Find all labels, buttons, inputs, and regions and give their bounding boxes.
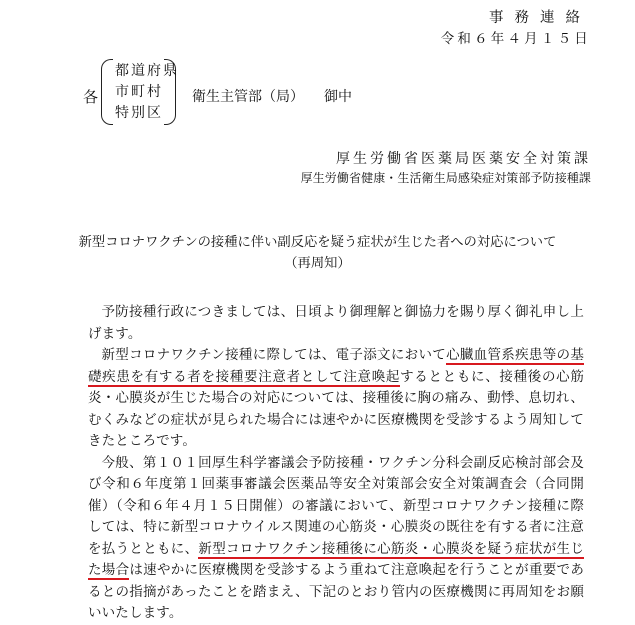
- paragraph-1: 予防接種行政につきましては、日頃より御理解と御協力を賜り厚く御礼申し上げます。: [88, 304, 584, 342]
- document-date: 令和６年４月１５日: [440, 31, 591, 47]
- left-bracket: [101, 59, 113, 125]
- paragraph-3-text-b: は速やかに医療機関を受診するよう重ねて注意喚起を行うことが重要であるとの指摘があったことを踏まえ、下記のとおり管内の医療機関に再周知をお願いいたします。: [88, 562, 584, 621]
- recipient-special-ward: 特別区: [115, 105, 163, 121]
- addressee-prefix: 各: [83, 88, 99, 106]
- sender-line-1: 厚生労働省医薬局医薬安全対策課: [336, 151, 591, 167]
- department-name: 衛生主管部（局）: [192, 89, 304, 105]
- sender-line-2: 厚生労働省健康・生活衛生局感染症対策部予防接種課: [300, 171, 591, 185]
- honorific: 御中: [324, 89, 352, 105]
- document-type: 事務連絡: [489, 10, 591, 26]
- recipient-municipality: 市町村: [115, 84, 163, 100]
- document-title: 新型コロナワクチンの接種に伴い副反応を疑う症状が生じた者への対応について: [78, 235, 557, 250]
- paragraph-3: [88, 453, 584, 625]
- recipient-list: [115, 61, 179, 124]
- recipient-prefecture: 都道府県: [115, 63, 179, 79]
- paragraph-2-text-b: するとともに、接種後の心筋炎・心膜炎が生じた場合の対応については、接種後に胸の痛み、動悸、息切れ、むくみなどの症状が見られた場合には速やかに医療機関を受診するよう周知してきたところです。: [88, 368, 584, 449]
- underlined-text-1: 心臓血管系疾患等の基礎疾患を有する者を接種要注意者として注意喚起: [88, 347, 584, 385]
- document-body: [88, 302, 584, 625]
- addressee-department: [192, 86, 352, 106]
- paragraph-2-text-a: 新型コロナワクチン接種に際しては、電子添文において: [101, 347, 447, 363]
- underlined-text-2: 新型コロナワクチン接種後に心筋炎・心膜炎を疑う症状が生じた場合: [88, 540, 584, 578]
- paragraph-3-text-a: 今般、第１０１回厚生科学審議会予防接種・ワクチン分科会副反応検討部会及び令和６年度第１回薬事審議会医薬品等安全対策部会安全対策調査会（合同開催）（令和６年４月１５日開催）の審議において、新型コロナワクチン接種に際しては、特に新型コロナウイルス関連の心筋炎・心膜炎の既往を有する者に注意を払うとともに、: [88, 454, 584, 557]
- paragraph-2: [88, 345, 584, 453]
- document-subtitle: （再周知）: [284, 256, 351, 271]
